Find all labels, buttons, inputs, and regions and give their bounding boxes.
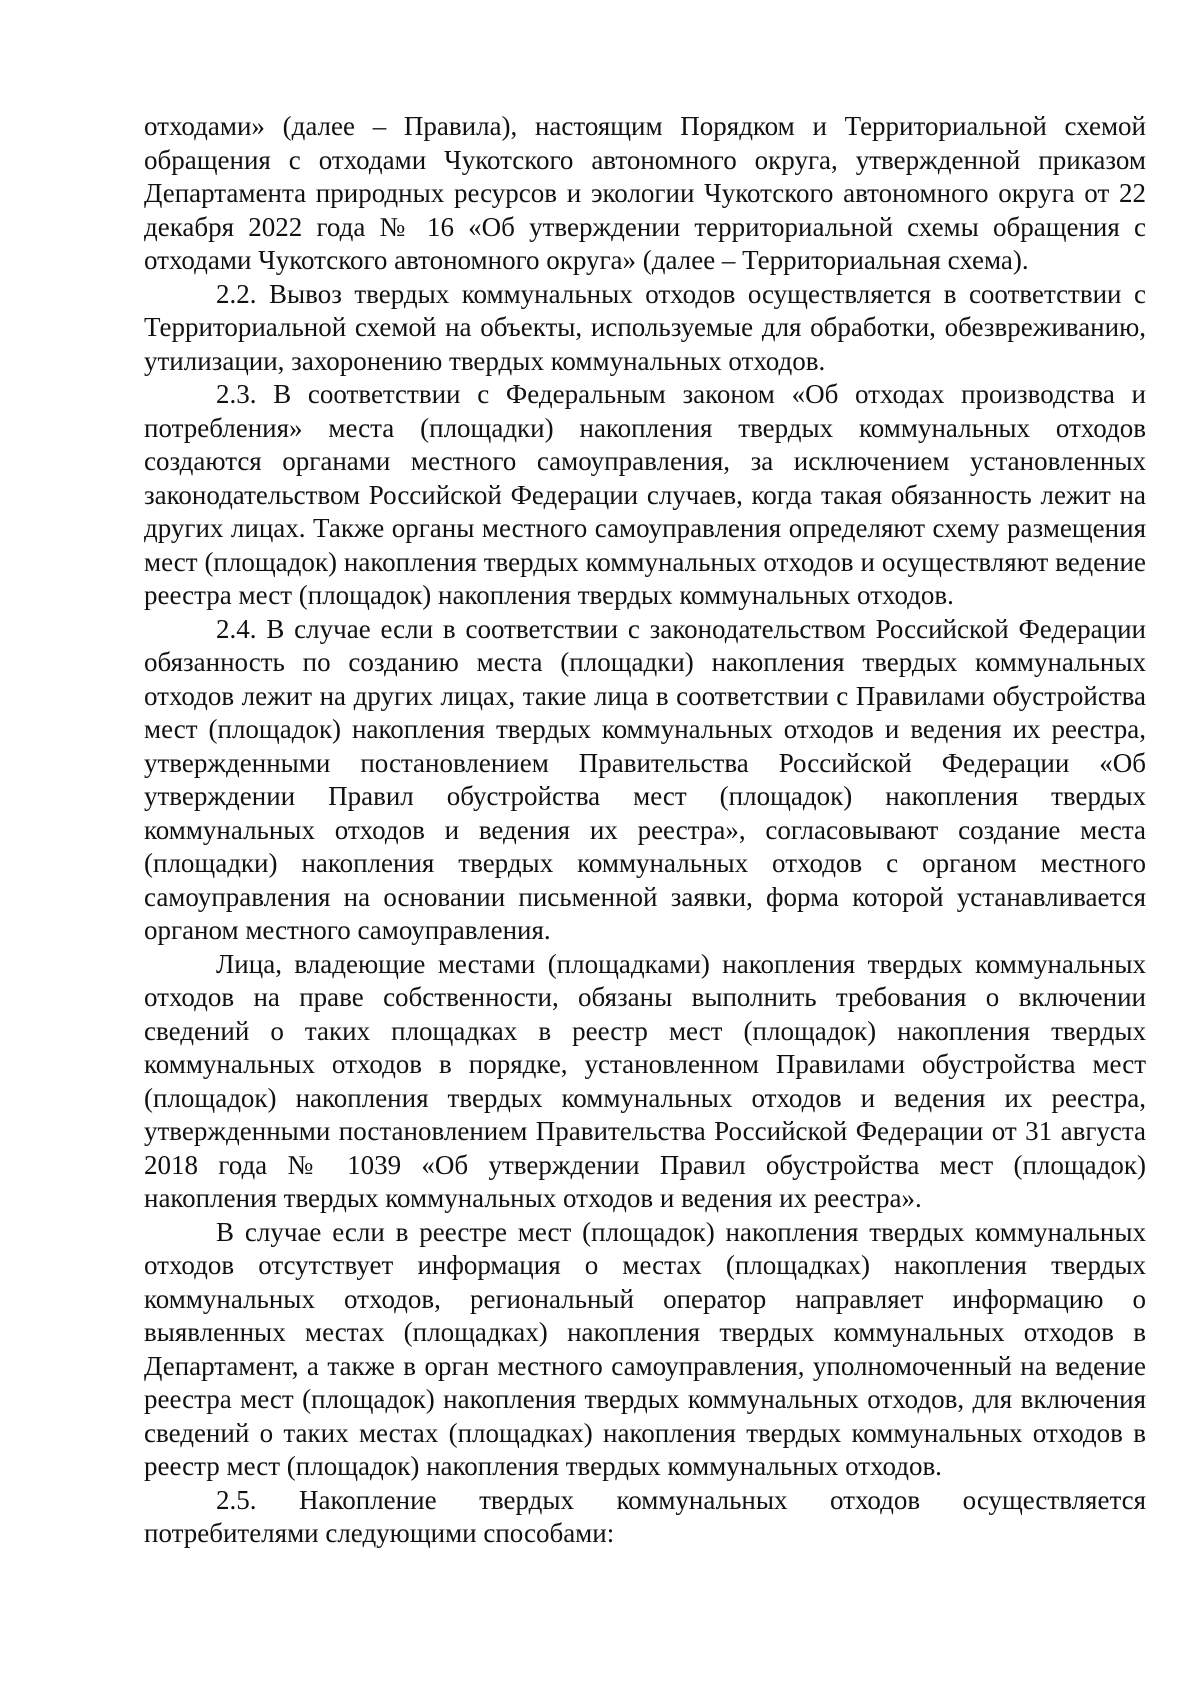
document-body <box>144 110 1146 1551</box>
paragraph-owners-requirements: Лица, владеющие местами (площадками) накопления твердых коммунальных отходов на праве собственности, обязаны выполнить требования о включении сведений о таких площадках в реестр мест (площадок) накопления твердых коммунальных отходов в порядке, установленном Правилами обустройства мест (площадок) накопления твердых коммунальных отходов и ведения их реестра, утвержденными постановлением Правительства Российской Федерации от 31 августа 2018 года № 1039 «Об утверждении Правил обустройства мест (площадок) накопления твердых коммунальных отходов и ведения их реестра». <box>144 948 1146 1213</box>
paragraph-continuation: отходами» (далее – Правила), настоящим Порядком и Территориальной схемой обращения с отходами Чукотского автономного округа, утвержденной приказом Департамента природных ресурсов и экологии Чукотского автономного округа от 22 декабря 2022 года № 16 «Об утверждении территориальной схемы обращения с отходами Чукотского автономного округа» (далее – Территориальная схема). <box>144 111 1146 275</box>
paragraph-2-3: 2.3. В соответствии с Федеральным законом «Об отходах производства и потребления» места (площадки) накопления твердых коммунальных отходов создаются органами местного самоуправления, за исключением установленных законодательством Российской Федерации случаев, когда такая обязанность лежит на других лицах. Также органы местного самоуправления определяют схему размещения мест (площадок) накопления твердых коммунальных отходов и осуществляют ведение реестра мест (площадок) накопления твердых коммунальных отходов. <box>144 379 1146 610</box>
paragraph-registry-absent: В случае если в реестре мест (площадок) накопления твердых коммунальных отходов отсутствует информация о местах (площадках) накопления твердых коммунальных отходов, региональный оператор направляет информацию о выявленных местах (площадках) накопления твердых коммунальных отходов в Департамент, а также в орган местного самоуправления, уполномоченный на ведение реестра мест (площадок) накопления твердых коммунальных отходов, для включения сведений о таких местах (площадках) накопления твердых коммунальных отходов в реестр мест (площадок) накопления твердых коммунальных отходов. <box>144 1216 1146 1481</box>
paragraph-2-5: 2.5. Накопление твердых коммунальных отходов осуществляется потребителями следующими способами: <box>144 1484 1146 1548</box>
paragraph-2-4: 2.4. В случае если в соответствии с законодательством Российской Федерации обязанность по созданию места (площадки) накопления твердых коммунальных отходов лежит на других лицах, такие лица в соответствии с Правилами обустройства мест (площадок) накопления твердых коммунальных отходов и ведения их реестра, утвержденными постановлением Правительства Российской Федерации «Об утверждении Правил обустройства мест (площадок) накопления твердых коммунальных отходов и ведения их реестра», согласовывают создание места (площадки) накопления твердых коммунальных отходов с органом местного самоуправления на основании письменной заявки, форма которой устанавливается органом местного самоуправления. <box>144 613 1146 945</box>
paragraph-2-2: 2.2. Вывоз твердых коммунальных отходов осуществляется в соответствии с Территориальной схемой на объекты, используемые для обработки, обезвреживанию, утилизации, захоронению твердых коммунальных отходов. <box>144 278 1146 376</box>
